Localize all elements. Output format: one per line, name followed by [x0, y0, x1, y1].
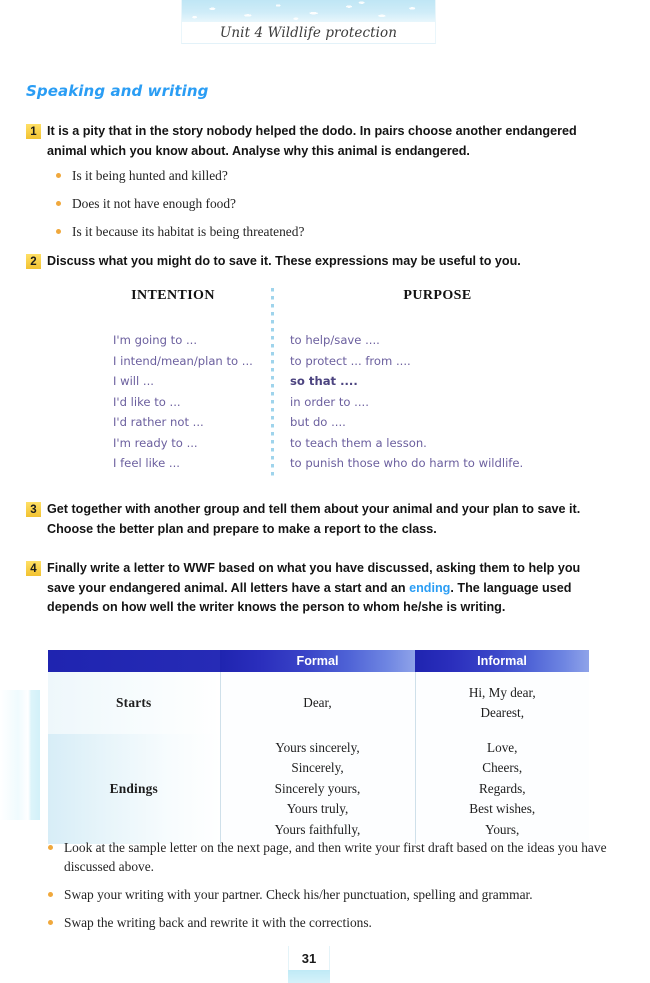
exercise-4-link-ending[interactable]: ending [409, 580, 451, 595]
running-head-title: Unit 4 Wildlife protection [219, 25, 398, 41]
cell-starts-formal: Dear, [220, 672, 415, 734]
intention-phrase: I'm ready to ... [113, 435, 198, 450]
list-item-text: Swap the writing back and rewrite it with the corrections. [64, 915, 372, 930]
purpose-phrase: but do .... [290, 415, 346, 429]
bullet-dot-icon [56, 201, 61, 206]
purpose-phrase: to help/save .... [290, 333, 380, 347]
closing-bullet-list [48, 838, 608, 941]
intention-phrase: I'm going to ... [113, 333, 198, 347]
list-item-text: Does it not have enough food? [72, 196, 236, 211]
list-item [48, 838, 608, 876]
table-header-formal: Formal [220, 650, 415, 672]
page-number-band [288, 970, 330, 983]
page-number: 31 [288, 946, 330, 970]
running-head-banner [181, 0, 436, 44]
exercise-3 [26, 500, 606, 539]
cell-starts-informal: Hi, My dear, Dearest, [415, 672, 589, 734]
list-item [48, 885, 608, 904]
purpose-phrase: in order to .... [290, 394, 369, 409]
purpose-phrase: to protect ... from .... [290, 353, 411, 368]
exercise-1 [26, 122, 604, 161]
list-item-text: Swap your writing with your partner. Check his/her punctuation, spelling and grammar. [64, 887, 533, 902]
list-item [56, 166, 536, 185]
intention-phrase: I feel like ... [113, 456, 180, 470]
exercise-2-text: Discuss what you might do to save it. These expressions may be useful to you. [47, 254, 521, 268]
bullet-dot-icon [56, 173, 61, 178]
list-item-text: Is it because its habitat is being threatened? [72, 224, 305, 239]
exercise-3-number: 3 [26, 502, 41, 517]
purpose-phrase: to teach them a lesson. [290, 435, 427, 450]
table-header-blank [48, 650, 220, 672]
intention-phrase: I'd like to ... [113, 394, 181, 409]
table-header-row [48, 650, 589, 672]
intention-header: INTENTION [131, 288, 215, 303]
row-label-endings: Endings [48, 734, 220, 844]
exercise-4-text [47, 559, 610, 618]
intention-phrase: I will ... [113, 374, 154, 388]
exercise-1-bullet-list [56, 166, 536, 250]
exercise-4-number: 4 [26, 561, 41, 576]
purpose-phrase: so that .... [290, 374, 358, 388]
bullet-dot-icon [48, 845, 53, 850]
exercise-1-text: It is a pity that in the story nobody helped the dodo. In pairs choose another endangered animal which you know about. Analyse why this animal is endangered. [47, 124, 577, 158]
list-item-text: Look at the sample letter on the next page, and then write your first draft based on the ideas you have discussed above. [64, 840, 607, 874]
exercise-4 [26, 559, 610, 618]
intention-column [80, 288, 266, 474]
letter-conventions-table [48, 650, 589, 844]
table-body [48, 672, 589, 844]
page-number-footer [288, 946, 330, 983]
exercise-4-text-part1: Finally write a letter to WWF based on what you have discussed, asking them to help you save your endangered animal. All letters have a start and an [47, 561, 581, 595]
table-head [48, 650, 589, 672]
purpose-header: PURPOSE [403, 288, 472, 303]
intention-phrase: I intend/mean/plan to ... [113, 353, 253, 368]
bullet-dot-icon [56, 229, 61, 234]
dotted-divider [271, 288, 274, 480]
exercise-3-text: Get together with another group and tell them about your animal and your plan to save it. Choose the better plan and prepare to make a report to the class. [47, 502, 581, 536]
table-header-informal: Informal [415, 650, 589, 672]
water-texture-graphic [182, 0, 435, 22]
table-row [48, 672, 589, 734]
list-item [48, 913, 608, 932]
list-item [56, 222, 536, 241]
exercise-2-number: 2 [26, 254, 41, 269]
purpose-column [290, 288, 585, 474]
bullet-dot-icon [48, 892, 53, 897]
cell-endings-informal: Love, Cheers, Regards, Best wishes, Yours, [415, 734, 589, 844]
intention-phrase: I'd rather not ... [113, 415, 204, 429]
row-label-starts: Starts [48, 672, 220, 734]
exercise-4-text-part2: . The language used depends on how well the writer knows the person to whom he/she is writing. [47, 580, 572, 614]
exercise-1-number: 1 [26, 124, 41, 139]
list-item [56, 194, 536, 213]
purpose-phrase: to punish those who do harm to wildlife. [290, 456, 524, 470]
exercise-2 [26, 252, 606, 272]
bullet-dot-icon [48, 920, 53, 925]
cell-endings-formal: Yours sincerely, Sincerely, Sincerely yours, Yours truly, Yours faithfully, [220, 734, 415, 844]
expressions-panel [80, 288, 585, 480]
list-item-text: Is it being hunted and killed? [72, 168, 228, 183]
page-edge-decoration [0, 690, 40, 820]
section-heading: Speaking and writing [26, 82, 209, 100]
table-row [48, 734, 589, 844]
